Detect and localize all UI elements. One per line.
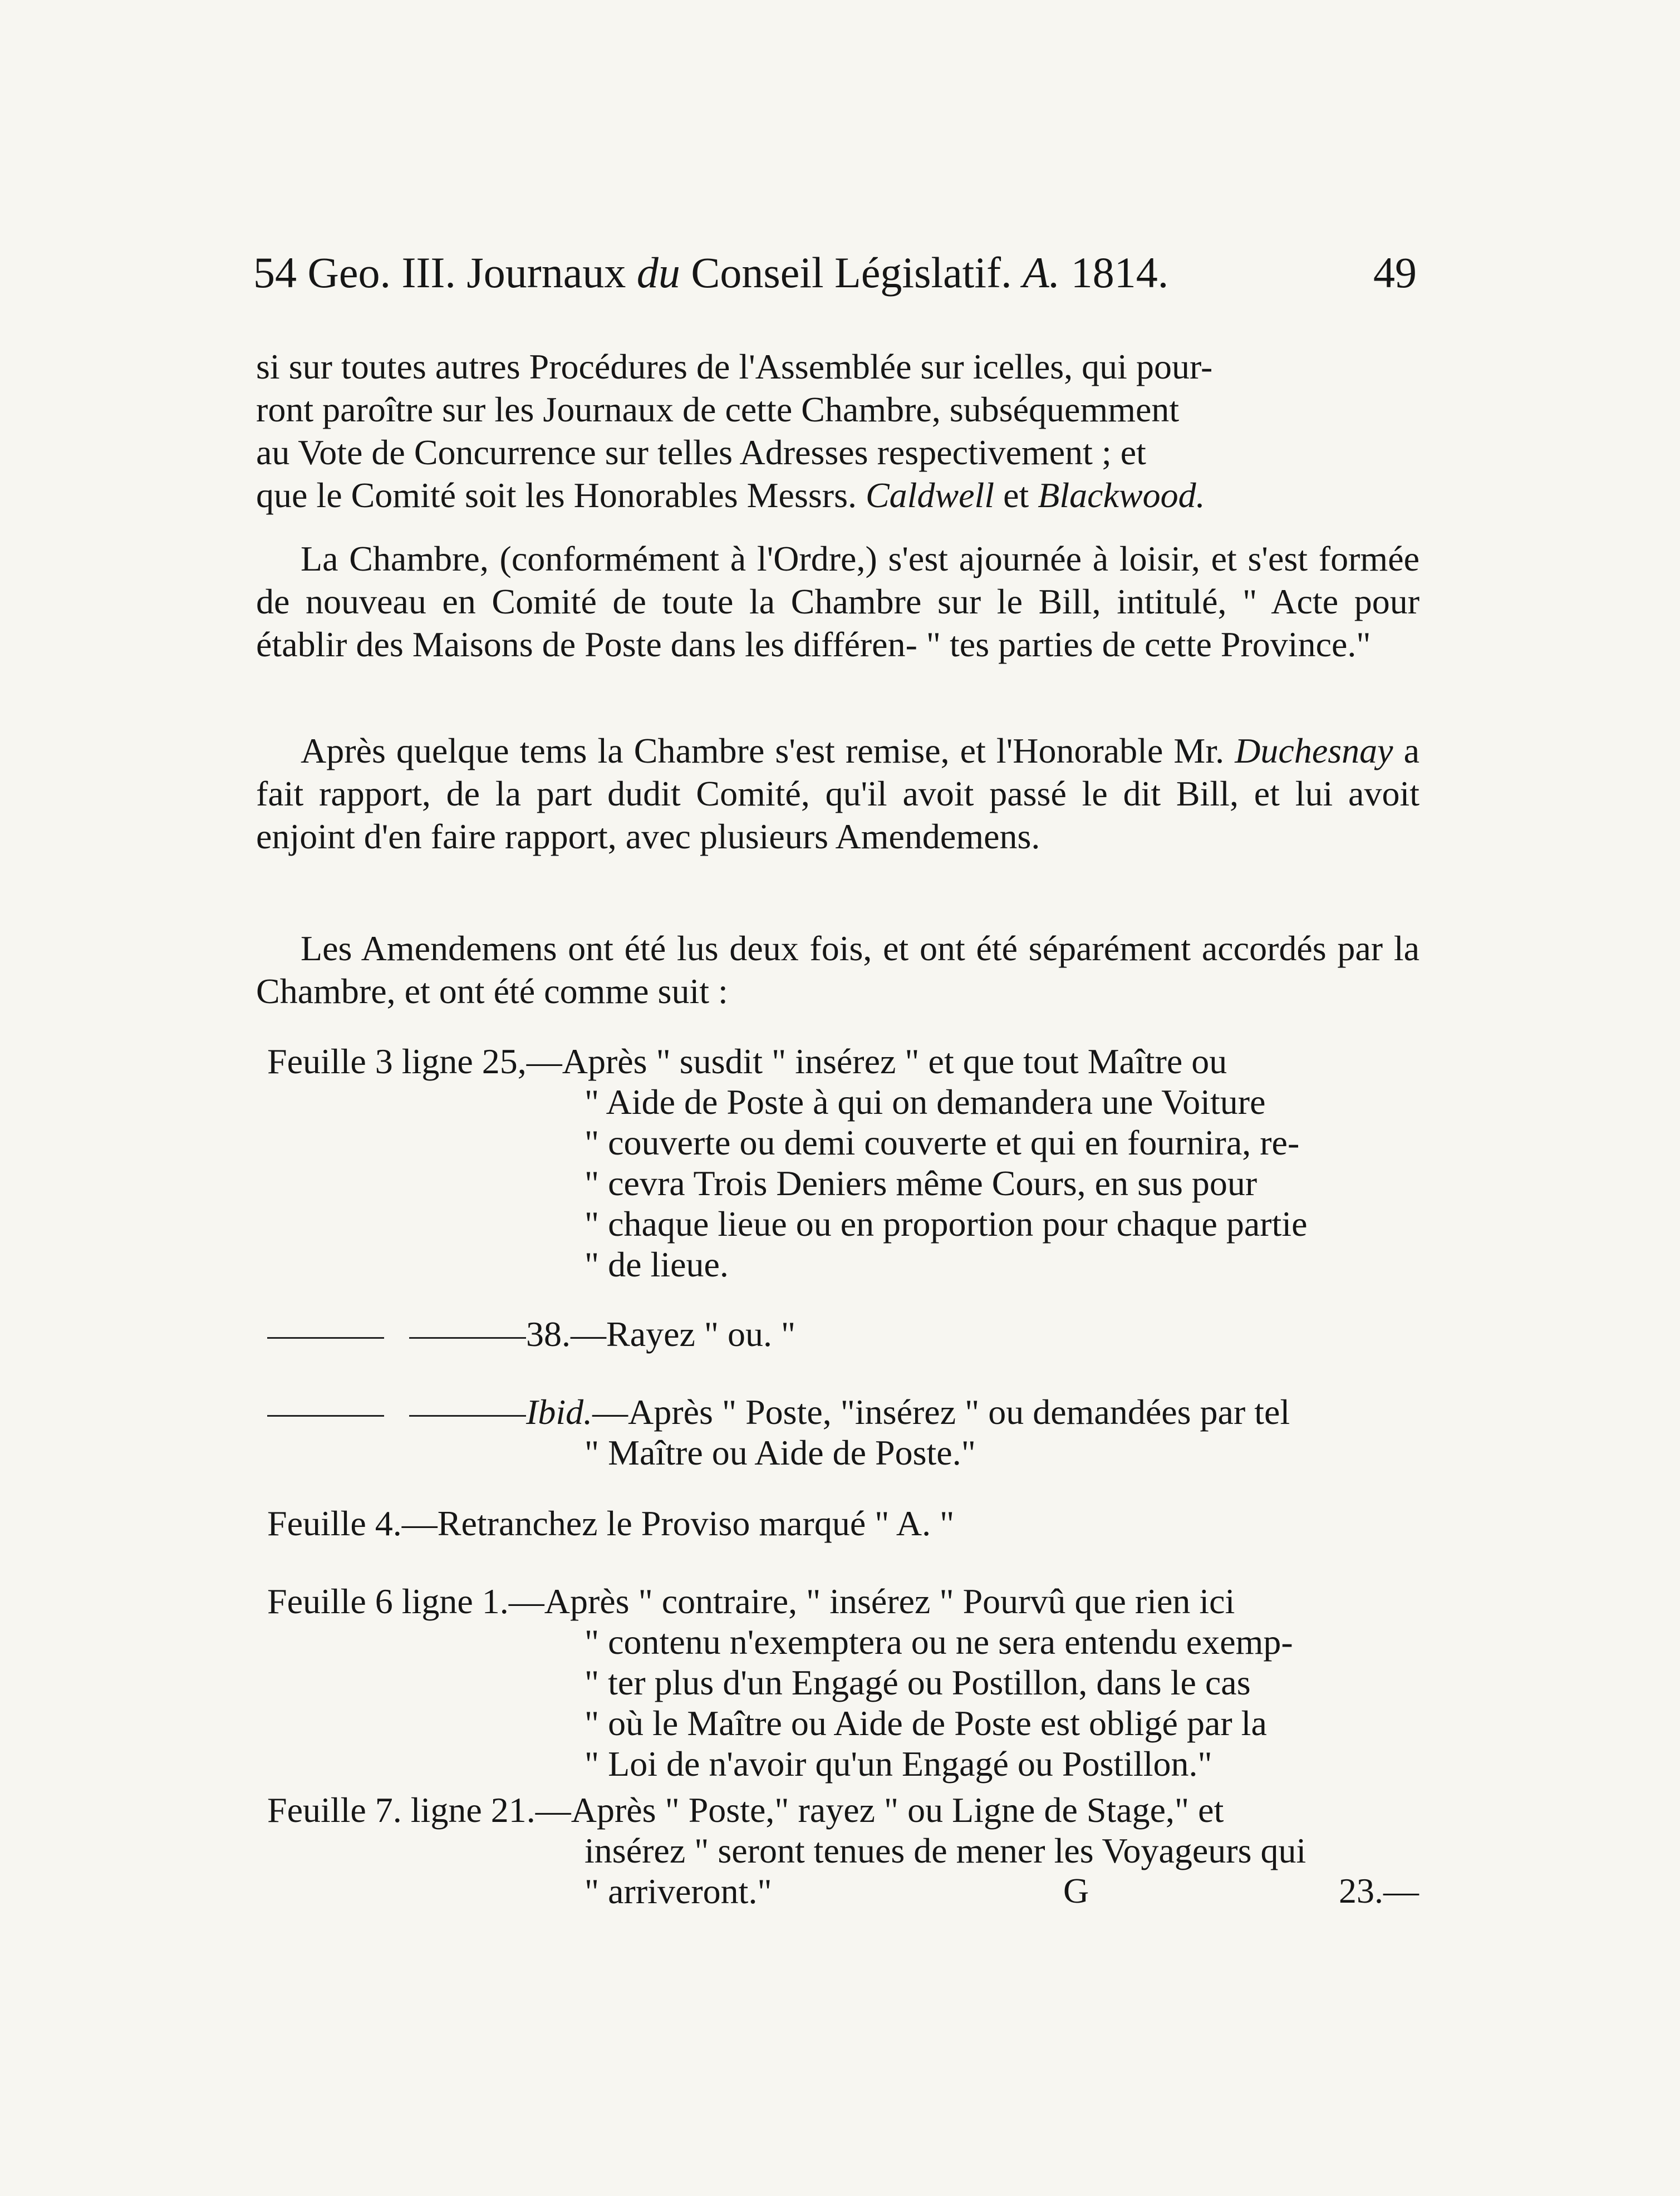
text-line: " de lieue. [584, 1245, 729, 1284]
amendment-item [267, 1041, 1425, 1285]
text-line: " arriveront." [584, 1871, 772, 1911]
text-line: insérez " seront tenues de mener les Voyageurs qui [584, 1831, 1306, 1870]
name-duchesnay: Duchesnay [1235, 731, 1393, 770]
paragraph-report [256, 729, 1419, 858]
text-line: si sur toutes autres Procédures de l'Assemblée sur icelles, qui pour- [256, 347, 1213, 386]
text-line: " Loi de n'avoir qu'un Engagé ou Postillon." [584, 1744, 1212, 1784]
amendment-text: Après " susdit " insérez " et que tout Maître ou [562, 1041, 1227, 1081]
text-line [256, 474, 1419, 517]
text-line: au Vote de Concurrence sur telles Adresses respectivement ; et [256, 433, 1146, 472]
name-caldwell: Caldwell [865, 475, 995, 515]
amendment-item [267, 1790, 1425, 1912]
text-line: " ter plus d'un Engagé ou Postillon, dans le cas [584, 1663, 1251, 1702]
page-number: 49 [1373, 248, 1417, 297]
amendment-text: Après " Poste," rayez " ou Ligne de Stage," et [571, 1790, 1224, 1830]
amendment-item [267, 1503, 1425, 1544]
text-line: " contenu n'exemptera ou ne sera entendu exemp- [584, 1622, 1293, 1662]
text-line: " couverte ou demi couverte et qui en fournira, re- [584, 1123, 1300, 1162]
ditto-dash [409, 1415, 526, 1417]
amendment-first-line [267, 1503, 1425, 1544]
header-left: 54 Geo. III. Journaux [253, 248, 626, 297]
amendment-text: Après " contraire, " insérez " Pourvû que rien ici [544, 1581, 1235, 1621]
text-fragment: Après quelque tems la Chambre s'est remise, et l'Honorable Mr. [301, 731, 1225, 770]
text-fragment: a fait rapport, de la part dudit Comité, qu'il avoit passé le dit Bill, et lui avoit enjoint d'en faire rapport, avec plusieurs Amendemens. [256, 731, 1420, 856]
ditto-dash [409, 1337, 526, 1339]
amendment-text: Après " Poste, "insérez " ou demandées par tel [628, 1392, 1290, 1432]
amendment-body [267, 1830, 1425, 1912]
amendment-first-line [267, 1041, 1425, 1082]
ditto-dash [267, 1337, 384, 1339]
amendment-first-line [267, 1790, 1425, 1830]
amendment-lead: Feuille 7. ligne 21.— [267, 1790, 571, 1830]
amendment-item [267, 1392, 1425, 1473]
header-middle: Conseil Législatif. [691, 248, 1012, 297]
ditto-dash [267, 1415, 384, 1417]
text-line: " chaque lieue ou en proportion pour chaque partie [584, 1204, 1308, 1244]
amendment-text: Rayez " ou. " [606, 1314, 796, 1354]
amendment-lead: Feuille 6 ligne 1.— [267, 1581, 544, 1621]
paragraph-adjournment: La Chambre, (conformément à l'Ordre,) s'est ajournée à loisir, et s'est formée de nouveau en Comité de toute la Chambre sur le Bill, intitulé, " Acte pour établir des Maisons de Poste dans les différen- " tes parties de cette Province." [256, 539, 1419, 664]
header-year: 1814. [1070, 248, 1169, 297]
text-line: ront paroître sur les Journaux de cette Chambre, subséquemment [256, 390, 1180, 429]
amendment-item [267, 1314, 1425, 1354]
amendment-first-line [267, 1314, 1425, 1354]
amendment-item [267, 1581, 1425, 1784]
amendment-text: Retranchez le Proviso marqué " A. " [437, 1504, 955, 1543]
name-blackwood: Blackwood. [1038, 475, 1205, 515]
paragraph-continuation [256, 345, 1419, 517]
text-line: " Aide de Poste à qui on demandera une Voiture [584, 1082, 1266, 1122]
conjunction: et [1003, 475, 1029, 515]
amendment-first-line [267, 1581, 1425, 1622]
text-fragment: que le Comité soit les Honorables Messrs. [256, 475, 857, 515]
amendment-lead: Feuille 4.— [267, 1504, 438, 1543]
catchword: 23.— [1339, 1871, 1419, 1910]
paragraph-amendments-intro: Les Amendemens ont été lus deux fois, et ont été séparément accordés par la Chambre, et ont été comme suit : [256, 928, 1419, 1011]
header-du: du [636, 248, 680, 297]
amendment-body [267, 1082, 1425, 1285]
running-header [253, 248, 1417, 298]
amendment-lead-dash: — [592, 1392, 628, 1432]
amendment-first-line [267, 1392, 1425, 1432]
amendment-lead: 38.— [526, 1314, 606, 1354]
text-line: " cevra Trois Deniers même Cours, en sus pour [584, 1163, 1257, 1203]
text-line: " Maître ou Aide de Poste." [584, 1433, 976, 1472]
amendment-body [267, 1432, 1425, 1473]
signature-mark: G [1063, 1871, 1089, 1910]
amendment-body [267, 1622, 1425, 1784]
header-year-prefix: A. [1023, 248, 1060, 297]
amendment-lead-ibid: Ibid. [526, 1392, 593, 1432]
text-line: " où le Maître ou Aide de Poste est obligé par la [584, 1703, 1267, 1743]
amendment-lead: Feuille 3 ligne 25,— [267, 1041, 562, 1081]
